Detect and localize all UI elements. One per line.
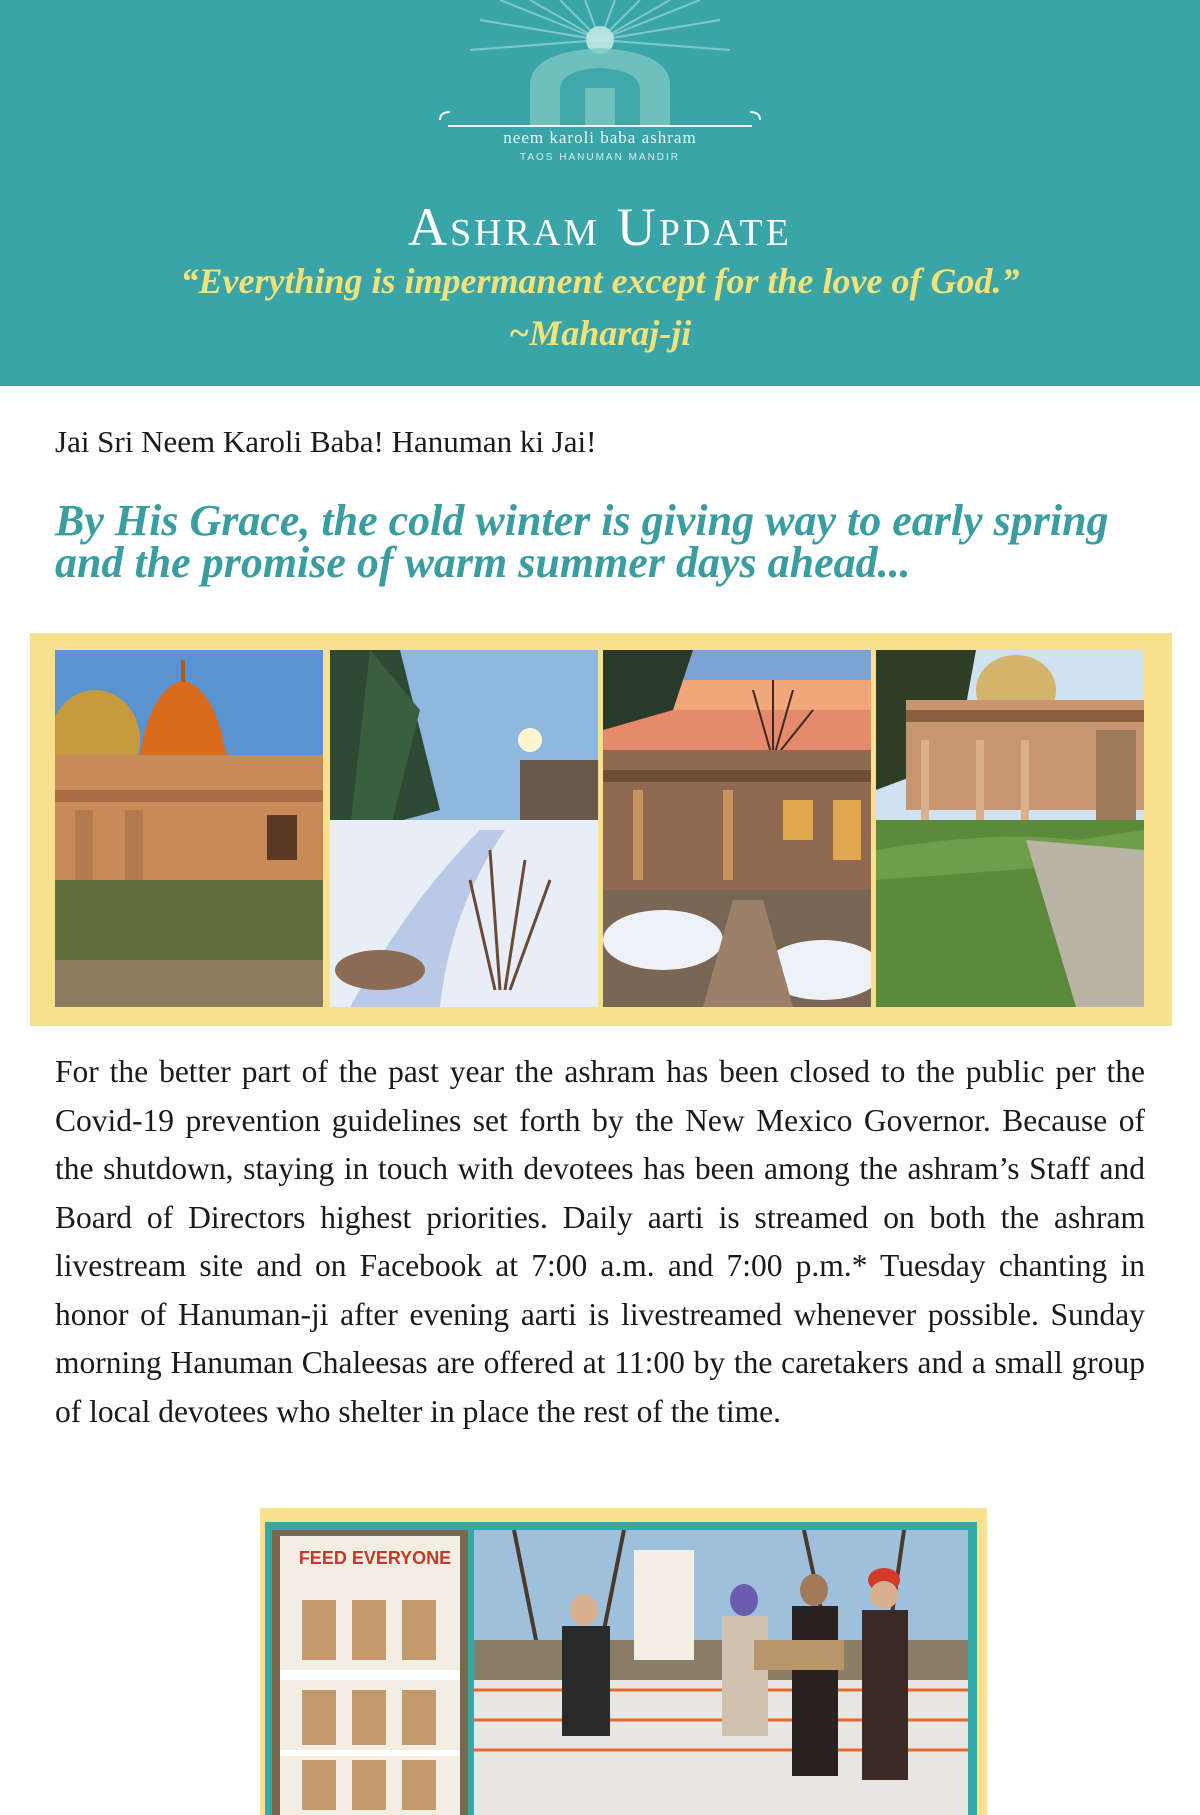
photo-temple-dome	[55, 650, 323, 1007]
photo-volunteers-group	[474, 1530, 968, 1815]
page-title: Ashram Update	[408, 197, 792, 257]
greeting: Jai Sri Neem Karoli Baba! Hanuman ki Jai!	[55, 424, 597, 459]
article-body: For the better part of the past year the ashram has been closed to the public per the Covid-19 prevention guidelines set forth by the New Mexico Governor. Because of the shutdown, staying in touch with devotees has been among the ashram’s Staff and Board of Directors highest priorities. Daily aarti is streamed on both the ashram livestream site and on Facebook at 7:00 a.m. and 7:00 p.m.* Tuesday chanting in honor of Hanuman-ji after evening aarti is livestreamed whenever possible. Sunday morning Hanuman Chaleesas are offered at 11:00 by the caretakers and a small group of local devotees who shelter in place the rest of the time.	[55, 1054, 1145, 1429]
header-banner	[0, 0, 1200, 386]
photo-garden-portico	[876, 650, 1144, 1007]
brand-name: neem karoli baba ashram	[503, 128, 697, 147]
feed-everyone-sign: FEED EVERYONE	[298, 1548, 452, 1568]
photo-feed-everyone-box	[272, 1530, 468, 1815]
photo-sunset-courtyard	[603, 650, 871, 1007]
lead-paragraph: By His Grace, the cold winter is giving way to early spring and the promise of warm summer days ahead...	[55, 496, 1109, 587]
header-quote: “Everything is impermanent except for the love of God.”	[180, 261, 1020, 301]
brand-subtitle: TAOS HANUMAN MANDIR	[519, 152, 681, 163]
photo-snowy-path	[330, 650, 598, 1007]
quote-author: ~Maharaj-ji	[508, 313, 692, 353]
